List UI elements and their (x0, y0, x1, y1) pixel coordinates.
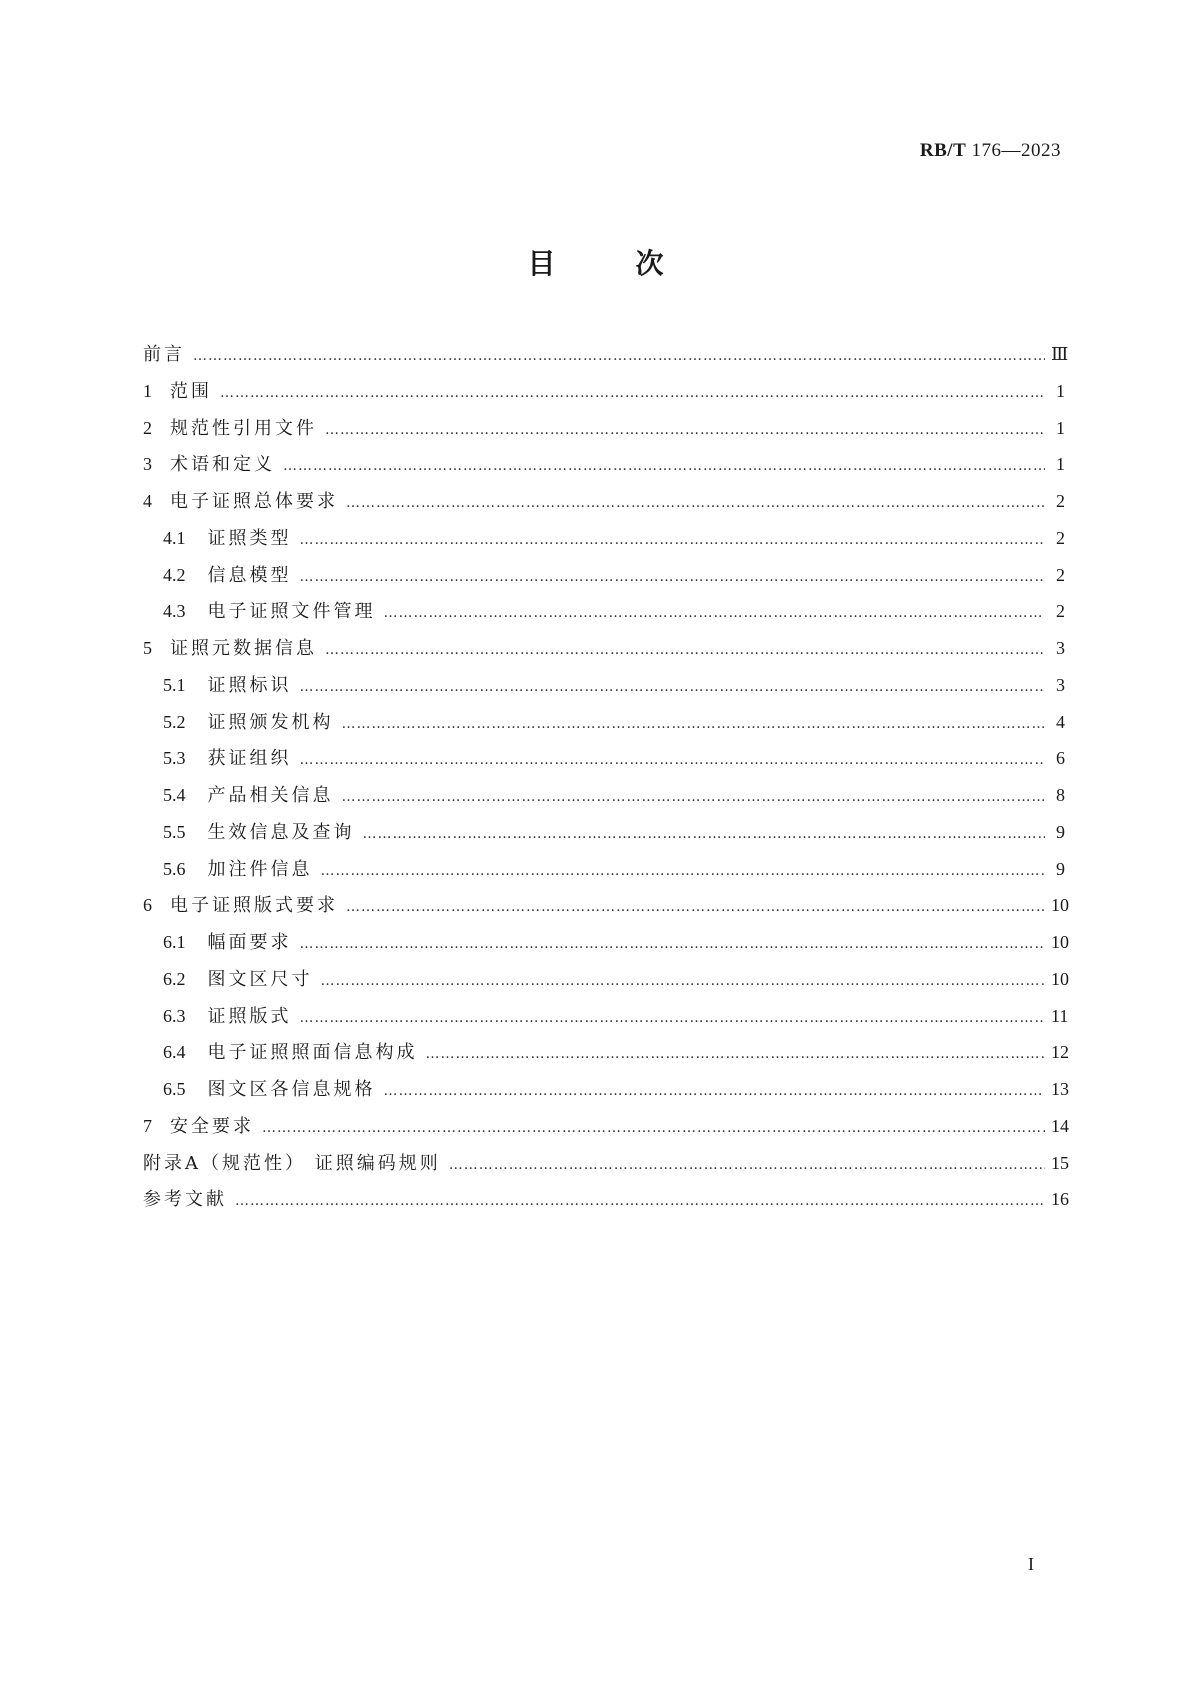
toc-entry-page: 1 (1056, 454, 1065, 475)
toc-entry-page: 13 (1051, 1079, 1069, 1099)
toc-entry-label: 生效信息及查询 (207, 821, 355, 843)
toc-entry[interactable] (143, 740, 1065, 777)
toc-entry-page: 6 (1056, 748, 1065, 769)
toc-entry-number: 5.1 (163, 674, 186, 695)
toc-entry-number: 6.2 (163, 968, 186, 989)
toc-dot-leader (321, 963, 1046, 1000)
toc-entry-label: 证照元数据信息 (170, 638, 317, 659)
toc-dot-leader (384, 1073, 1046, 1110)
toc-entry[interactable] (143, 777, 1065, 814)
toc-entry-page: 12 (1051, 1042, 1069, 1063)
toc-entry-number: 5 (143, 638, 152, 658)
toc-entry-label: 参考文献 (143, 1189, 227, 1211)
toc-entry-label: 安全要求 (170, 1115, 254, 1137)
toc-entry[interactable] (143, 961, 1069, 998)
toc-entry-page: 16 (1051, 1189, 1069, 1210)
toc-entry-number: 6.1 (163, 932, 186, 952)
toc-entry-page: 1 (1056, 417, 1065, 438)
toc-entry-label: 电子证照版式要求 (170, 895, 338, 917)
toc-dot-leader (363, 816, 1046, 853)
table-of-contents (143, 336, 1069, 1218)
toc-entry[interactable] (143, 924, 1069, 961)
toc-entry-page: 10 (1051, 968, 1069, 989)
standard-code (920, 140, 1061, 162)
toc-entry-number: 6.3 (163, 1005, 186, 1026)
toc-entry[interactable] (143, 1145, 1069, 1182)
toc-dot-leader (220, 375, 1045, 412)
toc-entry[interactable] (143, 704, 1065, 741)
toc-dot-leader (342, 779, 1046, 816)
toc-entry-number: 7 (143, 1115, 152, 1136)
toc-entry-label: 规范性引用文件 (170, 417, 317, 439)
toc-entry-page: 3 (1056, 674, 1065, 695)
toc-entry[interactable] (143, 520, 1065, 557)
toc-entry-label: 电子证照照面信息构成 (207, 1042, 418, 1064)
toc-entry-label: 图文区各信息规格 (207, 1079, 376, 1100)
toc-entry-label: 证照类型 (207, 527, 292, 549)
toc-entry[interactable] (143, 557, 1065, 594)
toc-entry[interactable] (143, 630, 1065, 667)
toc-entry[interactable] (143, 1034, 1069, 1071)
toc-dot-leader (342, 706, 1046, 743)
page-title (0, 242, 1191, 282)
toc-dot-leader (300, 742, 1046, 779)
toc-entry[interactable] (143, 446, 1065, 483)
toc-entry[interactable] (143, 336, 1069, 373)
toc-dot-leader (300, 1000, 1046, 1037)
toc-dot-leader (426, 1036, 1046, 1073)
toc-entry[interactable] (143, 1181, 1069, 1218)
footer-page-number: I (1028, 1554, 1034, 1574)
toc-entry-label: 电子证照总体要求 (170, 491, 338, 512)
toc-entry-label: 信息模型 (207, 564, 292, 586)
toc-entry-label: 加注件信息 (207, 858, 313, 880)
toc-dot-leader (193, 338, 1045, 375)
toc-entry-label: 术语和定义 (170, 454, 275, 476)
toc-entry-page: 9 (1056, 821, 1065, 842)
toc-entry-number: 5.3 (163, 748, 186, 769)
toc-entry[interactable] (143, 593, 1065, 630)
toc-entry-label: 电子证照文件管理 (207, 601, 376, 623)
toc-dot-leader (346, 485, 1045, 522)
toc-entry-page: 2 (1056, 527, 1065, 548)
toc-entry[interactable] (143, 998, 1069, 1035)
toc-dot-leader (325, 412, 1045, 449)
toc-entry-label: 产品相关信息 (207, 785, 334, 806)
toc-dot-leader (300, 926, 1046, 963)
toc-entry-number: 5.5 (163, 821, 186, 842)
toc-entry-number: 3 (143, 454, 152, 475)
toc-dot-leader (300, 559, 1046, 596)
toc-entry-number: 6 (143, 895, 152, 916)
toc-entry-page: 10 (1051, 895, 1069, 916)
toc-entry-label: 范围 (170, 380, 212, 402)
toc-dot-leader (262, 1110, 1045, 1147)
title-char-2: 次 (635, 247, 664, 280)
toc-entry[interactable] (143, 1108, 1069, 1145)
toc-entry-page: 1 (1056, 380, 1065, 401)
toc-entry-number: 4 (143, 491, 152, 511)
toc-entry-page: 11 (1051, 1005, 1069, 1026)
toc-entry-label: 图文区尺寸 (207, 968, 313, 990)
toc-dot-leader (346, 889, 1045, 926)
toc-entry-page: 3 (1056, 638, 1065, 658)
toc-entry-page: 15 (1051, 1152, 1069, 1173)
toc-dot-leader (321, 853, 1046, 890)
toc-entry-page: Ⅲ (1051, 344, 1069, 364)
toc-entry-page: 4 (1056, 711, 1065, 732)
toc-dot-leader (283, 448, 1045, 485)
toc-entry-label: 幅面要求 (207, 932, 292, 953)
toc-dot-leader (235, 1183, 1045, 1220)
toc-entry-number: 5.2 (163, 711, 186, 732)
toc-entry-number: 5.6 (163, 858, 186, 879)
toc-entry-label: 证照颁发机构 (207, 711, 334, 733)
standard-number: 176—2023 (971, 140, 1061, 161)
toc-entry-page: 10 (1051, 932, 1069, 952)
toc-dot-leader (384, 595, 1046, 632)
toc-entry-number: 6.4 (163, 1042, 186, 1063)
toc-entry-page: 14 (1051, 1115, 1069, 1136)
toc-entry[interactable] (143, 887, 1069, 924)
toc-entry-label: 附录A（规范性） 证照编码规则 (143, 1152, 441, 1174)
toc-entry[interactable] (143, 851, 1065, 888)
toc-entry[interactable] (143, 667, 1065, 704)
title-char-1: 目 (527, 247, 556, 280)
toc-entry-number: 4.3 (163, 601, 186, 622)
toc-entry-number: 6.5 (163, 1079, 186, 1099)
toc-entry-label: 证照版式 (207, 1005, 292, 1027)
toc-entry-number: 2 (143, 417, 152, 438)
toc-dot-leader (449, 1147, 1045, 1184)
toc-entry-label: 前言 (143, 344, 185, 365)
toc-entry[interactable] (143, 373, 1065, 410)
toc-entry-number: 5.4 (163, 785, 186, 805)
toc-entry[interactable] (143, 410, 1065, 447)
toc-entry[interactable] (143, 483, 1065, 520)
toc-entry-page: 2 (1056, 491, 1065, 511)
toc-entry-page: 2 (1056, 564, 1065, 585)
toc-entry-page: 2 (1056, 601, 1065, 622)
toc-dot-leader (300, 669, 1046, 706)
toc-entry-number: 4.1 (163, 527, 186, 548)
toc-entry-label: 证照标识 (207, 674, 292, 696)
toc-dot-leader (300, 522, 1046, 559)
toc-entry-page: 9 (1056, 858, 1065, 879)
toc-entry[interactable] (143, 814, 1065, 851)
toc-entry-number: 4.2 (163, 564, 186, 585)
standard-prefix: RB/T (919, 140, 967, 161)
toc-entry-number: 1 (143, 380, 152, 401)
toc-entry-page: 8 (1056, 785, 1065, 805)
toc-dot-leader (325, 632, 1045, 669)
toc-entry-label: 获证组织 (207, 748, 292, 770)
toc-entry[interactable] (143, 1071, 1069, 1108)
